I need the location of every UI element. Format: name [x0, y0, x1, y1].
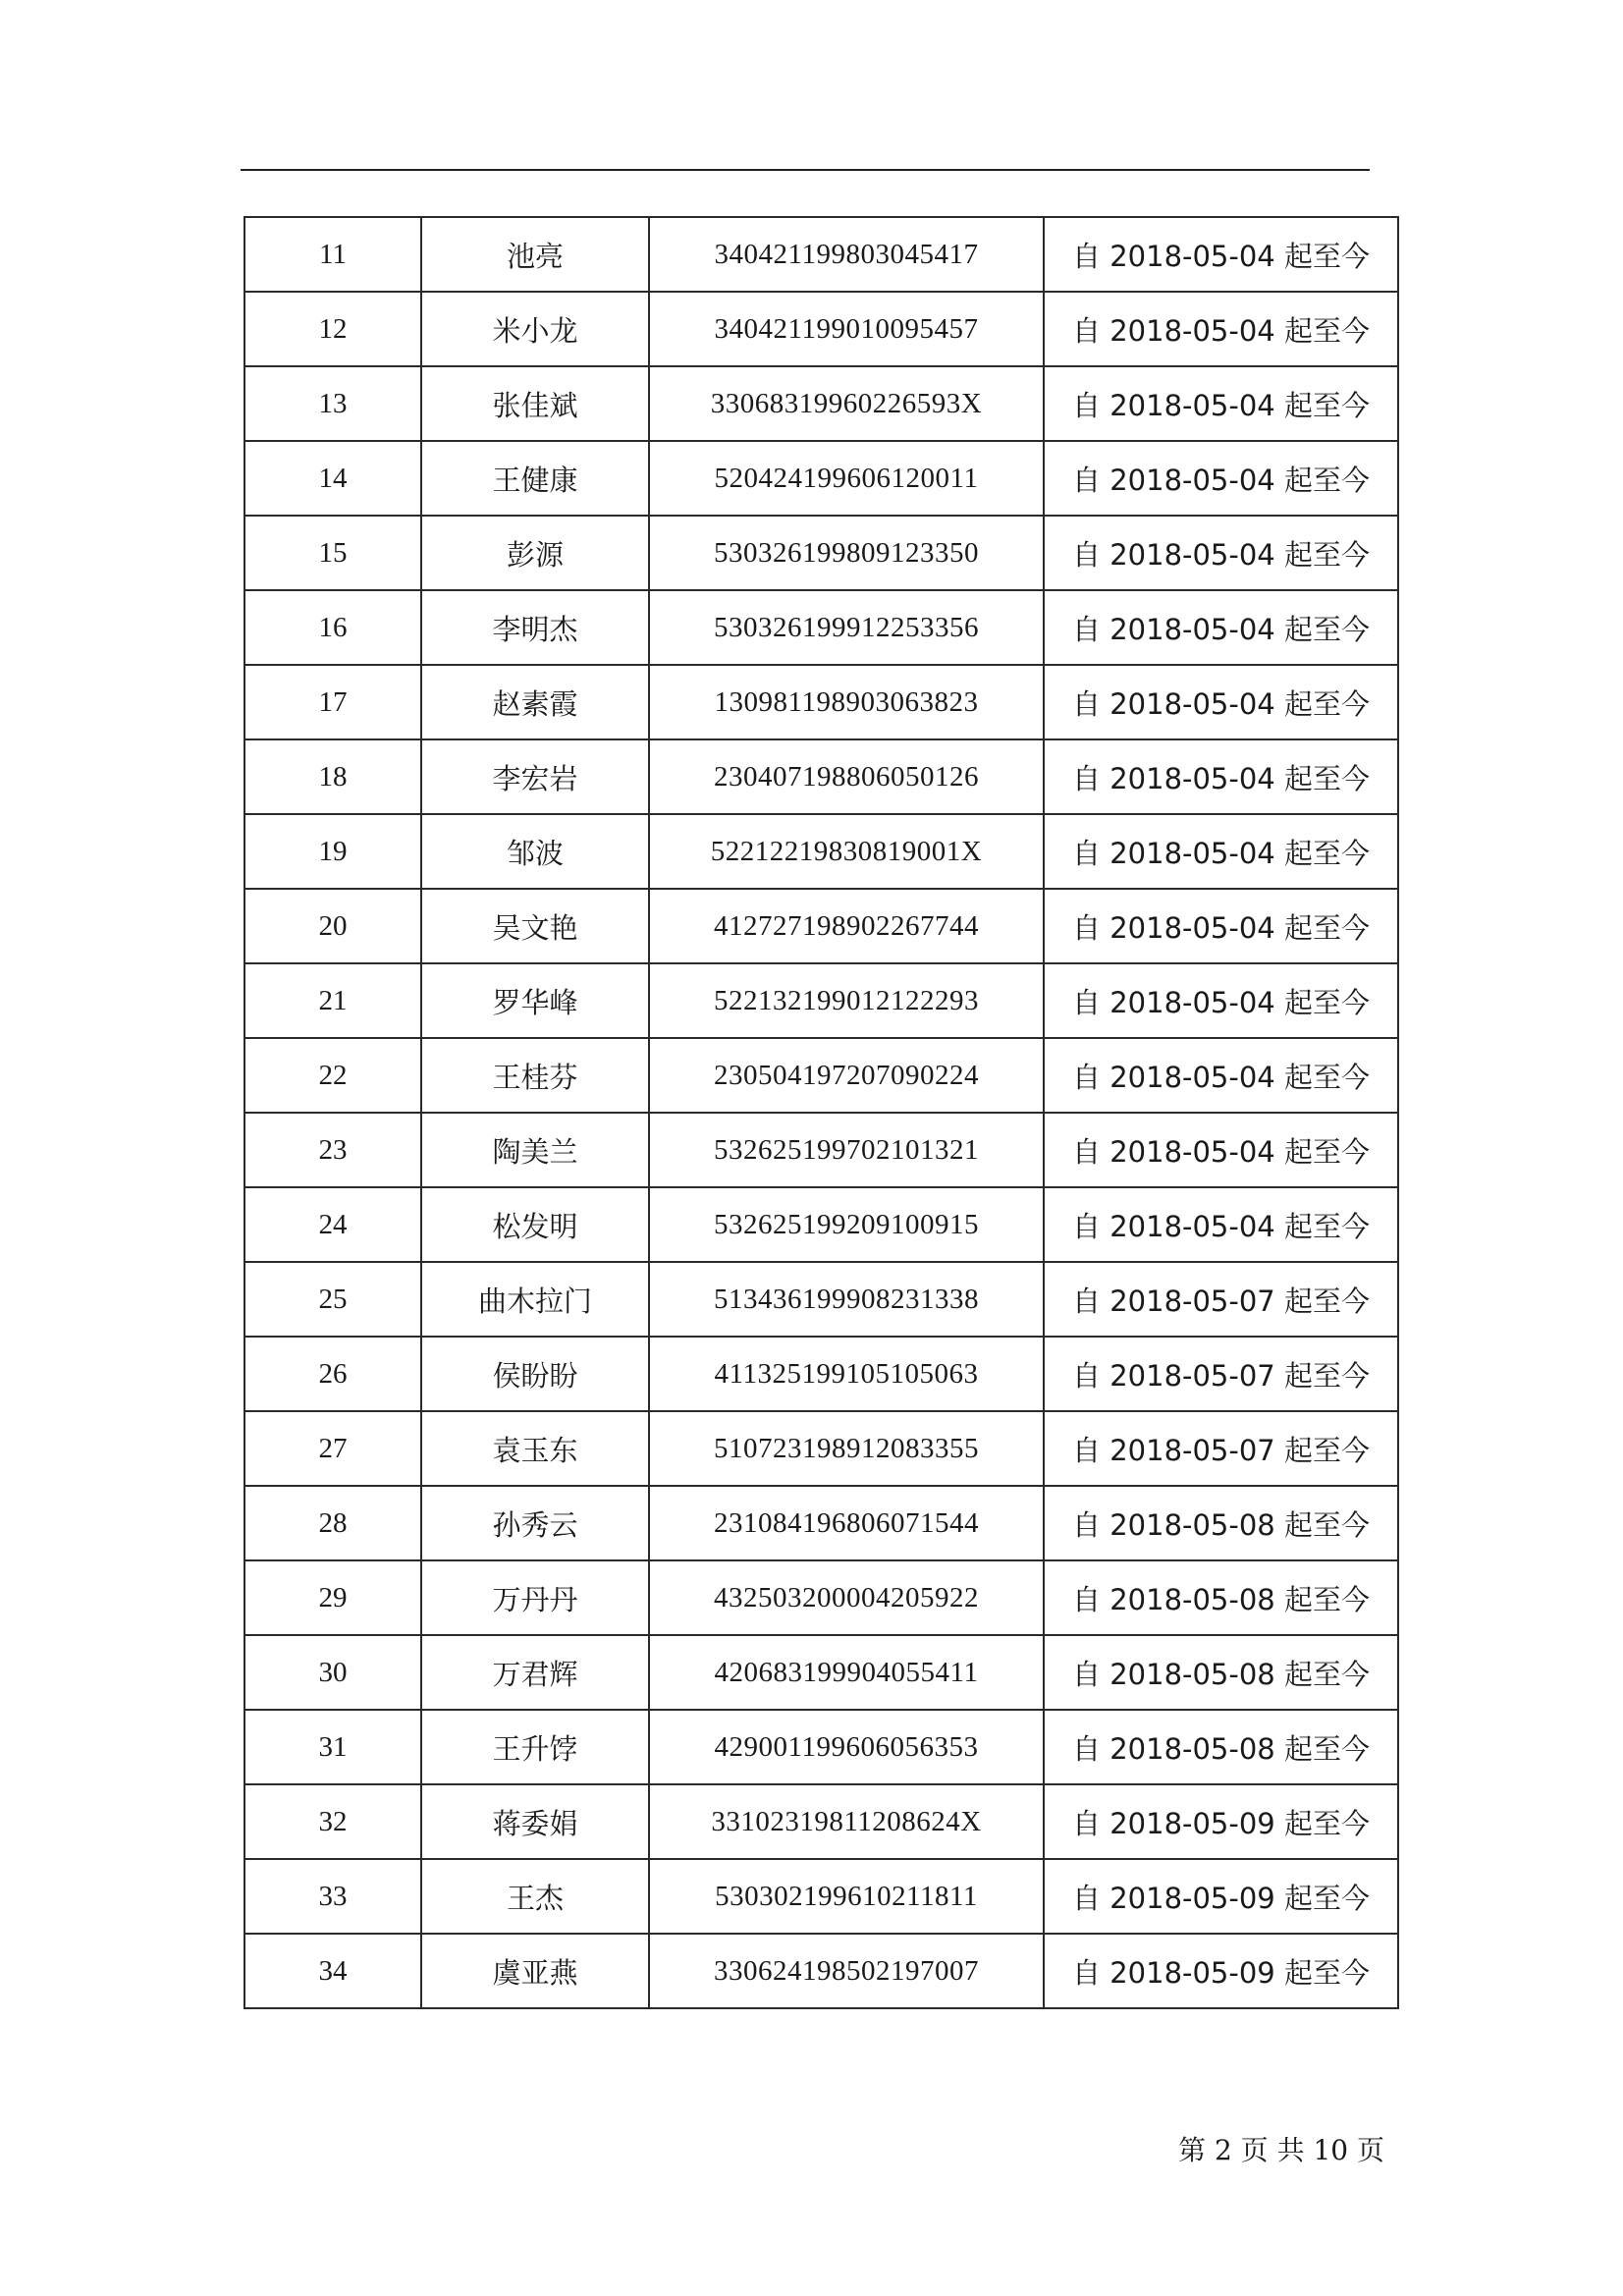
period-cell: 自 2018-05-08 起至今: [1044, 1486, 1398, 1560]
name-cell: 袁玉东: [421, 1411, 649, 1486]
row-number-cell: 31: [244, 1710, 421, 1784]
name-cell: 张佳斌: [421, 366, 649, 441]
row-number-cell: 34: [244, 1934, 421, 2008]
row-number-cell: 29: [244, 1560, 421, 1635]
page-number: 第 2 页 共 10 页: [1178, 2134, 1384, 2166]
id-number-cell: 530326199809123350: [649, 516, 1044, 590]
row-number-cell: 14: [244, 441, 421, 516]
row-number-cell: 21: [244, 963, 421, 1038]
roster-table-body: [244, 217, 1398, 2008]
period-cell: 自 2018-05-09 起至今: [1044, 1859, 1398, 1934]
row-number-cell: 11: [244, 217, 421, 292]
period-cell: 自 2018-05-04 起至今: [1044, 366, 1398, 441]
table-row: [244, 1187, 1398, 1262]
name-cell: 米小龙: [421, 292, 649, 366]
name-cell: 万丹丹: [421, 1560, 649, 1635]
table-row: [244, 814, 1398, 889]
name-cell: 李明杰: [421, 590, 649, 665]
row-number-cell: 27: [244, 1411, 421, 1486]
id-number-cell: 411325199105105063: [649, 1337, 1044, 1411]
period-cell: 自 2018-05-04 起至今: [1044, 292, 1398, 366]
period-cell: 自 2018-05-08 起至今: [1044, 1710, 1398, 1784]
period-cell: 自 2018-05-07 起至今: [1044, 1337, 1398, 1411]
name-cell: 池亮: [421, 217, 649, 292]
id-number-cell: 513436199908231338: [649, 1262, 1044, 1337]
period-cell: 自 2018-05-09 起至今: [1044, 1784, 1398, 1859]
table-row: [244, 292, 1398, 366]
row-number-cell: 23: [244, 1113, 421, 1187]
table-row: [244, 366, 1398, 441]
table-row: [244, 1262, 1398, 1337]
row-number-cell: 18: [244, 739, 421, 814]
id-number-cell: 330624198502197007: [649, 1934, 1044, 2008]
id-number-cell: 33102319811208624X: [649, 1784, 1044, 1859]
name-cell: 王桂芬: [421, 1038, 649, 1113]
row-number-cell: 12: [244, 292, 421, 366]
name-cell: 松发明: [421, 1187, 649, 1262]
table-row: [244, 1113, 1398, 1187]
table-row: [244, 1038, 1398, 1113]
name-cell: 曲木拉门: [421, 1262, 649, 1337]
id-number-cell: 532625199209100915: [649, 1187, 1044, 1262]
period-cell: 自 2018-05-04 起至今: [1044, 665, 1398, 739]
id-number-cell: 530302199610211811: [649, 1859, 1044, 1934]
table-row: [244, 1635, 1398, 1710]
row-number-cell: 16: [244, 590, 421, 665]
id-number-cell: 432503200004205922: [649, 1560, 1044, 1635]
name-cell: 王升饽: [421, 1710, 649, 1784]
row-number-cell: 28: [244, 1486, 421, 1560]
id-number-cell: 510723198912083355: [649, 1411, 1044, 1486]
row-number-cell: 19: [244, 814, 421, 889]
table-row: [244, 1784, 1398, 1859]
row-number-cell: 32: [244, 1784, 421, 1859]
name-cell: 陶美兰: [421, 1113, 649, 1187]
name-cell: 虞亚燕: [421, 1934, 649, 2008]
row-number-cell: 26: [244, 1337, 421, 1411]
name-cell: 孙秀云: [421, 1486, 649, 1560]
table-row: [244, 1934, 1398, 2008]
table-row: [244, 665, 1398, 739]
table-row: [244, 441, 1398, 516]
period-cell: 自 2018-05-04 起至今: [1044, 739, 1398, 814]
period-cell: 自 2018-05-04 起至今: [1044, 516, 1398, 590]
table-row: [244, 516, 1398, 590]
name-cell: 吴文艳: [421, 889, 649, 963]
id-number-cell: 231084196806071544: [649, 1486, 1044, 1560]
id-number-cell: 340421199803045417: [649, 217, 1044, 292]
table-row: [244, 1859, 1398, 1934]
name-cell: 彭源: [421, 516, 649, 590]
name-cell: 蒋委娟: [421, 1784, 649, 1859]
table-row: [244, 889, 1398, 963]
row-number-cell: 24: [244, 1187, 421, 1262]
id-number-cell: 230407198806050126: [649, 739, 1044, 814]
row-number-cell: 17: [244, 665, 421, 739]
period-cell: 自 2018-05-07 起至今: [1044, 1262, 1398, 1337]
period-cell: 自 2018-05-04 起至今: [1044, 1187, 1398, 1262]
period-cell: 自 2018-05-04 起至今: [1044, 963, 1398, 1038]
name-cell: 侯盼盼: [421, 1337, 649, 1411]
id-number-cell: 130981198903063823: [649, 665, 1044, 739]
name-cell: 王健康: [421, 441, 649, 516]
period-cell: 自 2018-05-04 起至今: [1044, 217, 1398, 292]
period-cell: 自 2018-05-04 起至今: [1044, 441, 1398, 516]
row-number-cell: 15: [244, 516, 421, 590]
name-cell: 赵素霞: [421, 665, 649, 739]
period-cell: 自 2018-05-07 起至今: [1044, 1411, 1398, 1486]
row-number-cell: 30: [244, 1635, 421, 1710]
id-number-cell: 522132199012122293: [649, 963, 1044, 1038]
table-row: [244, 1486, 1398, 1560]
roster-table: [243, 216, 1399, 2009]
id-number-cell: 530326199912253356: [649, 590, 1044, 665]
table-row: [244, 1411, 1398, 1486]
period-cell: 自 2018-05-04 起至今: [1044, 1038, 1398, 1113]
header-rule: [241, 169, 1370, 171]
id-number-cell: 412727198902267744: [649, 889, 1044, 963]
id-number-cell: 420683199904055411: [649, 1635, 1044, 1710]
table-row: [244, 1710, 1398, 1784]
id-number-cell: 230504197207090224: [649, 1038, 1044, 1113]
period-cell: 自 2018-05-04 起至今: [1044, 590, 1398, 665]
id-number-cell: 532625199702101321: [649, 1113, 1044, 1187]
period-cell: 自 2018-05-09 起至今: [1044, 1934, 1398, 2008]
table-row: [244, 963, 1398, 1038]
period-cell: 自 2018-05-04 起至今: [1044, 1113, 1398, 1187]
name-cell: 李宏岩: [421, 739, 649, 814]
row-number-cell: 20: [244, 889, 421, 963]
name-cell: 罗华峰: [421, 963, 649, 1038]
name-cell: 万君辉: [421, 1635, 649, 1710]
row-number-cell: 33: [244, 1859, 421, 1934]
row-number-cell: 22: [244, 1038, 421, 1113]
id-number-cell: 340421199010095457: [649, 292, 1044, 366]
id-number-cell: 33068319960226593X: [649, 366, 1044, 441]
table-row: [244, 1560, 1398, 1635]
period-cell: 自 2018-05-08 起至今: [1044, 1560, 1398, 1635]
id-number-cell: 429001199606056353: [649, 1710, 1044, 1784]
period-cell: 自 2018-05-04 起至今: [1044, 814, 1398, 889]
id-number-cell: 52212219830819001X: [649, 814, 1044, 889]
id-number-cell: 520424199606120011: [649, 441, 1044, 516]
name-cell: 王杰: [421, 1859, 649, 1934]
table-row: [244, 1337, 1398, 1411]
period-cell: 自 2018-05-08 起至今: [1044, 1635, 1398, 1710]
row-number-cell: 13: [244, 366, 421, 441]
name-cell: 邹波: [421, 814, 649, 889]
row-number-cell: 25: [244, 1262, 421, 1337]
table-row: [244, 739, 1398, 814]
table-row: [244, 217, 1398, 292]
period-cell: 自 2018-05-04 起至今: [1044, 889, 1398, 963]
table-row: [244, 590, 1398, 665]
